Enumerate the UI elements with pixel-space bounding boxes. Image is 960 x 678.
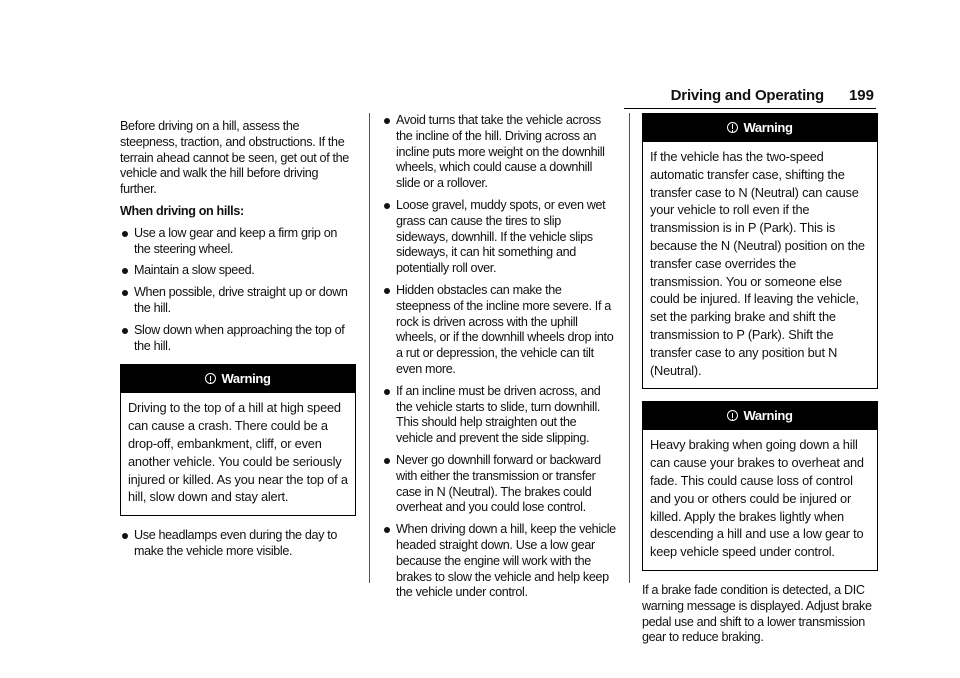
warning-header [121,365,355,393]
warning-body: Driving to the top of a hill at high speed can cause a crash. There could be a drop-off, embankment, cliff, or even another vehicle. You could be seriously injured or killed. As you near the top of a hill, slow down and stay alert. [128,400,348,505]
list-item: Slow down when approaching the top of the hill. [120,323,356,355]
page-number: 199 [848,87,874,104]
header-rule [624,108,876,109]
column-3 [642,113,878,652]
warning-box [642,401,878,571]
list-item: Avoid turns that take the vehicle across the incline of the hill. Driving across an incline puts more weight on the downhill wheels, which could cause a downhill slide or a rollover. [382,113,616,192]
column-1 [120,119,356,566]
section-title: Driving and Operating [670,87,824,104]
warning-icon [727,410,738,421]
warning-header [643,114,877,142]
bullet-list [382,113,616,601]
list-item: When driving down a hill, keep the vehicle headed straight down. Use a low gear because the engine will work with the brakes to slow the vehicle and help keep the vehicle under control. [382,522,616,601]
list-item: When possible, drive straight up or down the hill. [120,285,356,317]
warning-title: Warning [743,120,793,135]
warning-title: Warning [221,371,271,387]
warning-icon [205,373,216,384]
column-2 [382,113,616,607]
outro-paragraph: If a brake fade condition is detected, a DIC warning message is displayed. Adjust brake pedal use and shift to a lower transmission gear to reduce braking. [642,582,872,645]
intro-paragraph: Before driving on a hill, assess the steepness, traction, and obstructions. If the terrain ahead cannot be seen, get out of the vehicle and walk the hill before driving further. [120,119,349,197]
list-item: Loose gravel, muddy spots, or even wet grass can cause the tires to slip sideways, downhill. If the vehicle slips sideways, it can hit something and potentially roll over. [382,198,616,277]
warning-body: If the vehicle has the two-speed automatic transfer case, shifting the transfer case to N (Neutral) can cause your vehicle to roll even if the transmission is in P (Park). This is because the N (Neutral) position on the transfer case overrides the transmission. You or someone else could be injured. If leaving the vehicle, set the parking brake and shift the transmission to P (Park). Shift the transfer case to any position but N (Neutral). [650,149,865,378]
warning-header [643,402,877,430]
bullet-list [120,226,356,355]
column-divider [369,113,370,583]
warning-body: Heavy braking when going down a hill can cause your brakes to overheat and fade. This could cause loss of control and you or others could be injured or killed. Apply the brakes lightly when descending a hill and use a low gear to keep vehicle speed under control. [650,437,864,560]
column-divider [629,113,630,583]
list-item: If an incline must be driven across, and the vehicle starts to slide, turn downhill. This should help straighten out the vehicle and prevent the side slipping. [382,384,616,447]
warning-box [120,364,356,516]
warning-box [642,113,878,389]
list-item: Use headlamps even during the day to make the vehicle more visible. [120,528,356,560]
subheading: When driving on hills: [120,203,244,218]
list-item: Maintain a slow speed. [120,263,356,279]
warning-icon [727,122,738,133]
list-item: Hidden obstacles can make the steepness of the incline more severe. If a rock is driven across with the uphill wheels, or if the downhill wheels drop into a rut or depression, the vehicle can tilt even more. [382,283,616,378]
list-item: Never go downhill forward or backward with either the transmission or transfer case in N (Neutral). The brakes could overheat and you could lose control. [382,453,616,516]
bullet-list [120,528,356,560]
warning-title: Warning [743,408,793,424]
list-item: Use a low gear and keep a firm grip on the steering wheel. [120,226,356,258]
